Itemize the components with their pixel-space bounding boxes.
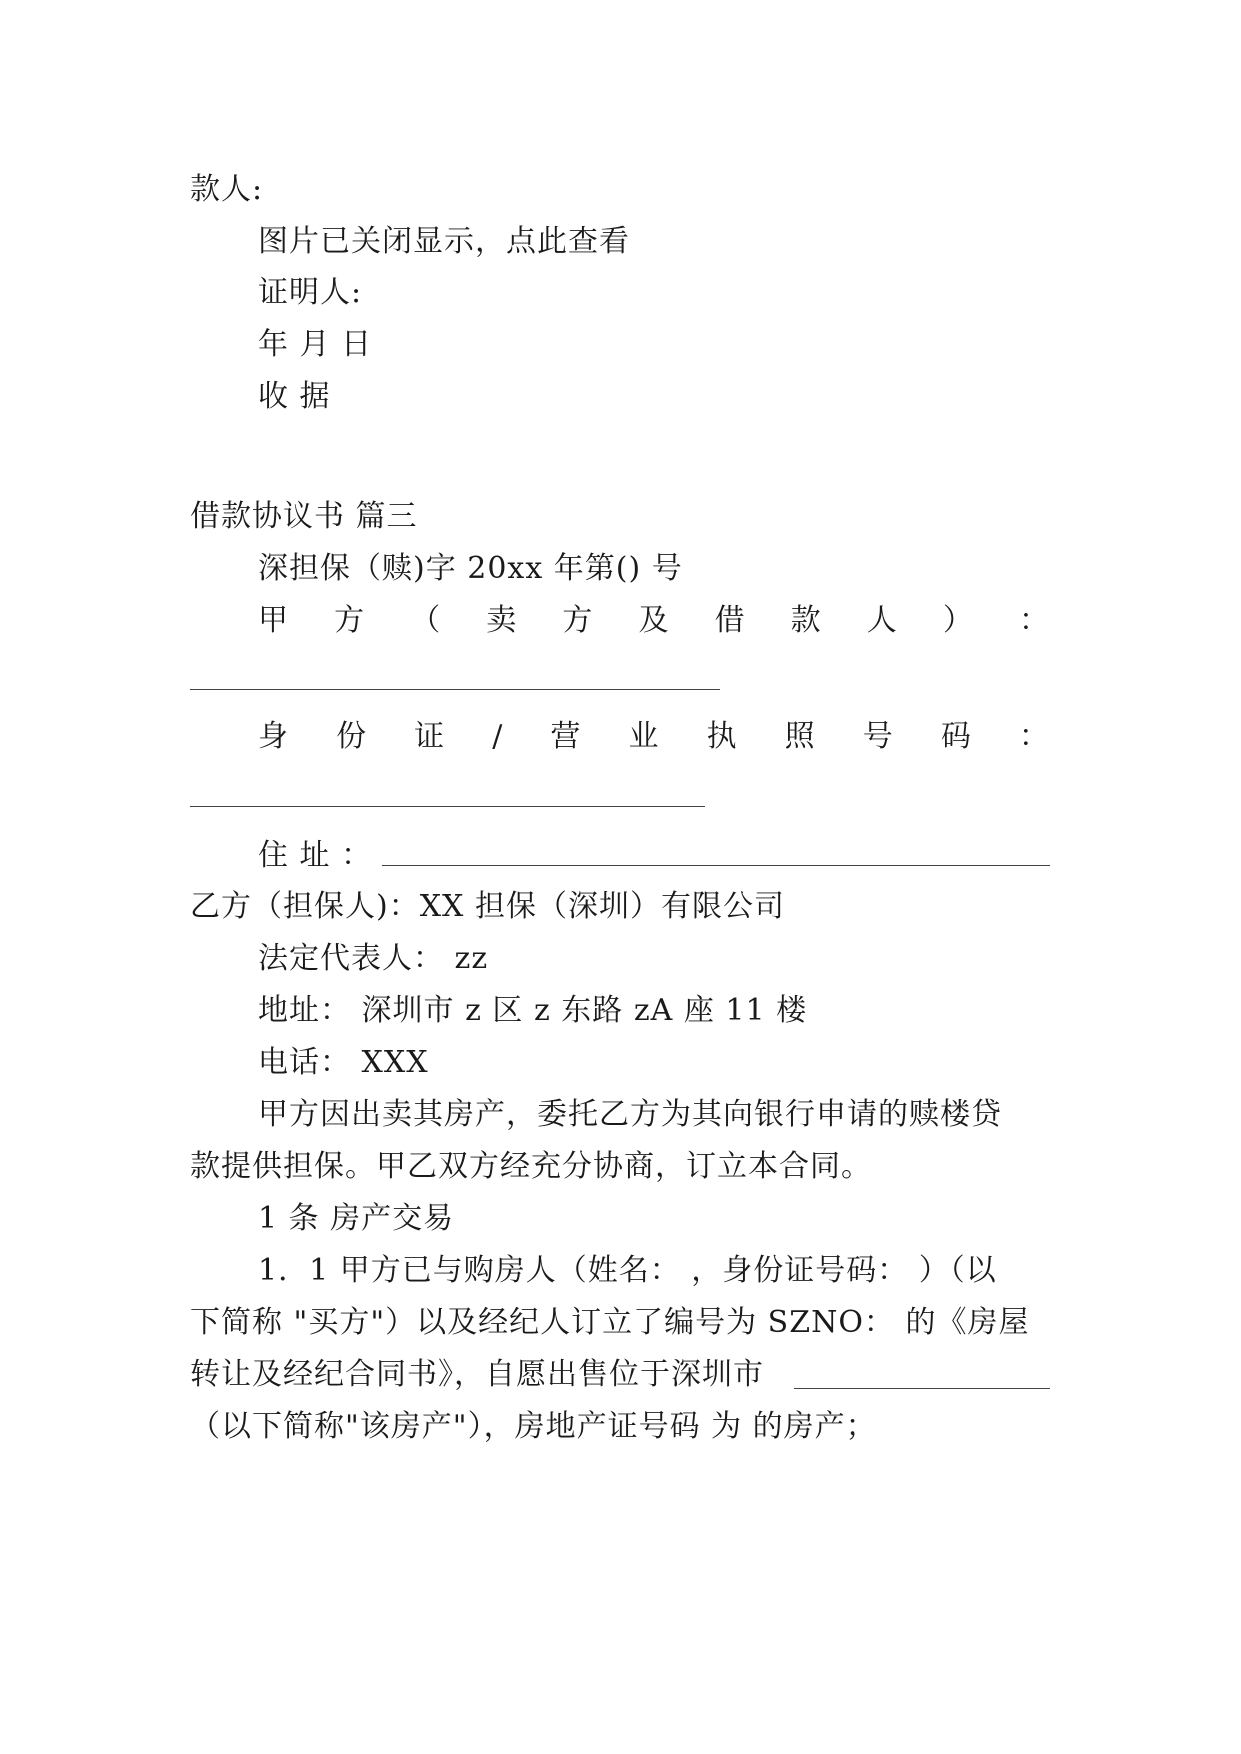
paragraph-line: 下简称 "买方"）以及经纪人订立了编号为 SZNO： 的《房屋 bbox=[190, 1305, 1030, 1340]
image-hidden-link[interactable]: 图片已关闭显示，点此查看 bbox=[258, 224, 630, 259]
paragraph-line: 款提供担保。甲乙双方经充分协商，订立本合同。 bbox=[190, 1149, 872, 1184]
document-number: 深担保（赎)字 20xx 年第() 号 bbox=[258, 551, 683, 586]
party-a-blank-line bbox=[190, 689, 720, 690]
party-b-address: 地址： 深圳市 z 区 z 东路 zA 座 11 楼 bbox=[258, 993, 808, 1028]
id-blank-line bbox=[190, 806, 705, 807]
address-blank-line bbox=[382, 865, 1050, 866]
article-heading: 1 条 房产交易 bbox=[258, 1201, 455, 1236]
paragraph-line: 转让及经纪合同书》，自愿出售位于深圳市 bbox=[190, 1357, 764, 1392]
paragraph-line: 1．1 甲方已与购房人（姓名： ，身份证号码： ）（以 bbox=[258, 1253, 997, 1288]
party-b-phone: 电话： XXX bbox=[258, 1045, 429, 1080]
text-line-borrower: 款人: bbox=[190, 172, 264, 207]
text-line-witness: 证明人: bbox=[258, 275, 363, 310]
text-line-date: 年 月 日 bbox=[258, 327, 373, 362]
party-a-label: 甲 方 （ 卖 方 及 借 款 人 ） ： bbox=[258, 603, 1050, 638]
party-b: 乙方（担保人)：XX 担保（深圳）有限公司 bbox=[190, 889, 785, 924]
id-license-label: 身 份 证 / 营 业 执 照 号 码 ： bbox=[258, 719, 1050, 754]
property-location-blank-line bbox=[794, 1388, 1050, 1389]
address-label: 住 址 ： bbox=[258, 838, 373, 873]
section-heading: 借款协议书 篇三 bbox=[190, 499, 418, 534]
paragraph-line: （以下简称"该房产"），房地产证号码 为 的房产； bbox=[190, 1409, 877, 1444]
text-line-receipt: 收 据 bbox=[258, 379, 331, 414]
paragraph-line: 甲方因出卖其房产，委托乙方为其向银行申请的赎楼贷 bbox=[258, 1097, 1002, 1132]
legal-representative: 法定代表人： zz bbox=[258, 941, 489, 976]
